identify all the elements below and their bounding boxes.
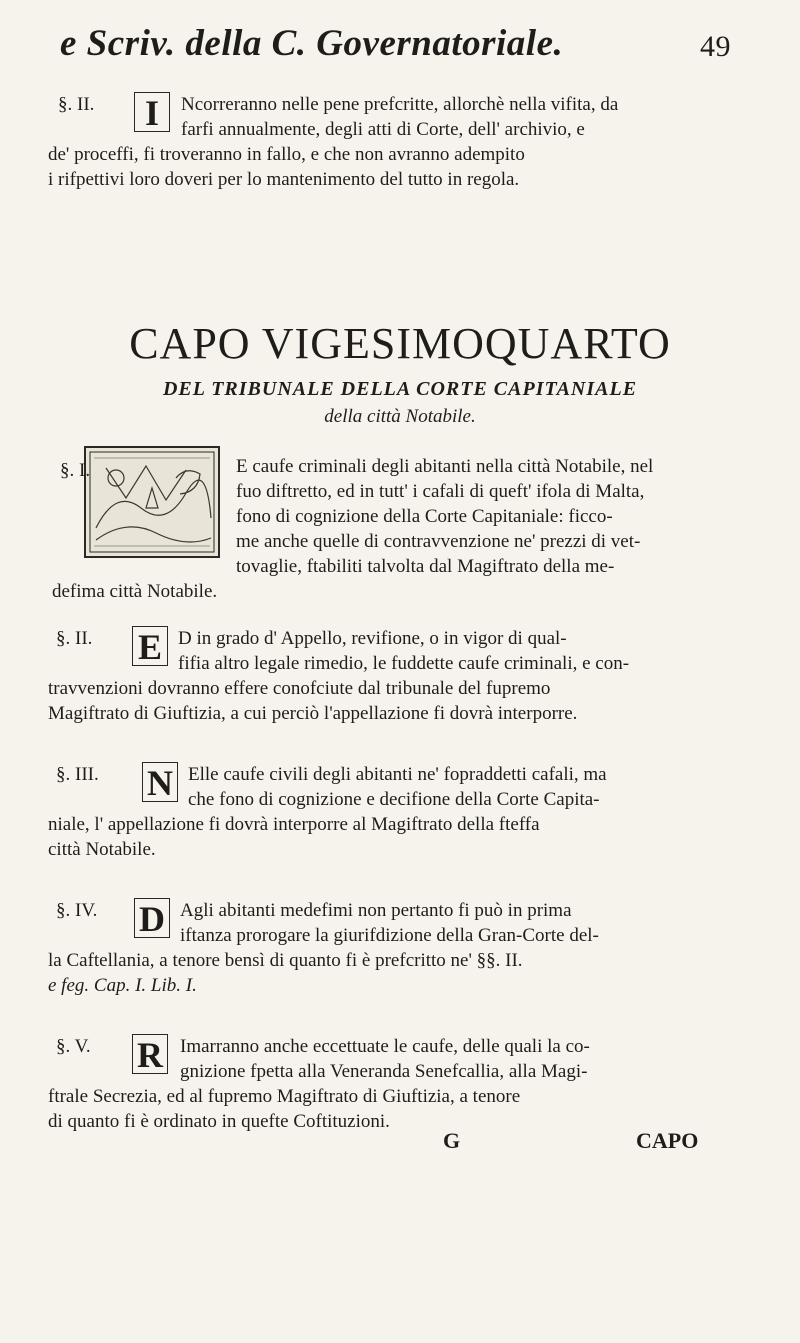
- line: travvenzioni dovranno effere conofciute dal tribunale del fupremo: [48, 678, 551, 699]
- section-number: §. IV.: [56, 900, 98, 921]
- line: fuo diftretto, ed in tutt' i cafali di queft' ifola di Malta,: [236, 481, 645, 502]
- line: fono di cognizione della Corte Capitaniale: ficco-: [236, 506, 613, 527]
- line: Agli abitanti medefimi non pertanto fi può in prima: [180, 900, 572, 921]
- running-head-title: e Scriv. della C. Governatoriale.: [60, 23, 564, 64]
- paragraph-v: [48, 1034, 753, 1134]
- line: gnizione fpetta alla Veneranda Senefcallia, alla Magi-: [180, 1061, 588, 1082]
- line: de' proceffi, fi troveranno in fallo, e che non avranno adempito: [48, 144, 525, 165]
- drop-cap: D: [134, 898, 170, 938]
- line: Magiftrato di Giuftizia, a cui perciò l'appellazione fi dovrà interporre.: [48, 703, 578, 724]
- line: defima città Notabile.: [52, 581, 218, 602]
- line: la Caftellania, a tenore bensì di quanto fi è prefcritto ne' §§. II.: [48, 950, 523, 971]
- line: iftanza prorogare la giurifdizione della Gran-Corte del-: [180, 925, 599, 946]
- section-number: §. II.: [56, 628, 93, 649]
- paragraph-ii: [48, 626, 753, 726]
- chapter-subtitle-place: della città Notabile.: [324, 406, 476, 427]
- paragraph-i: [48, 454, 753, 604]
- line: i rifpettivi loro doveri per lo mantenimento del tutto in regola.: [48, 169, 520, 190]
- line: fifia altro legale rimedio, le fuddette caufe criminali, e con-: [178, 653, 630, 674]
- line: Ncorreranno nelle pene prefcritte, allorchè nella vifita, da: [181, 94, 619, 115]
- line: città Notabile.: [48, 839, 156, 860]
- drop-cap: I: [134, 92, 170, 132]
- paragraph-prev-ii: [48, 92, 753, 192]
- line: Imarranno anche eccettuate le caufe, delle quali la co-: [180, 1036, 590, 1057]
- section-number: §. III.: [56, 764, 99, 785]
- line: E caufe criminali degli abitanti nella città Notabile, nel: [236, 456, 654, 477]
- section-number: §. II.: [58, 94, 95, 115]
- line: me anche quelle di contravvenzione ne' prezzi di vet-: [236, 531, 641, 552]
- chapter-subtitle: DEL TRIBUNALE DELLA CORTE CAPITANIALE: [162, 378, 638, 400]
- chapter-title: CAPO VIGESIMOQUARTO: [129, 319, 671, 368]
- line: e feg. Cap. I. Lib. I.: [48, 975, 197, 996]
- section-number: §. V.: [56, 1036, 91, 1057]
- drop-cap: E: [132, 626, 168, 666]
- page-number: 49: [700, 30, 731, 63]
- line: Elle caufe civili degli abitanti ne' fopraddetti cafali, ma: [188, 764, 607, 785]
- catchword: CAPO: [636, 1128, 699, 1153]
- line: farfi annualmente, degli atti di Corte, dell' archivio, e: [181, 119, 585, 140]
- line: ftrale Secrezia, ed al fupremo Magiftrato di Giuftizia, a tenore: [48, 1086, 521, 1107]
- signature-mark: G: [443, 1128, 461, 1153]
- section-number: §. I.: [60, 460, 91, 481]
- drop-cap: R: [132, 1034, 168, 1074]
- line: di quanto fi è ordinato in quefte Coftituzioni.: [48, 1111, 390, 1132]
- line: che fono di cognizione e decifione della Corte Capita-: [188, 789, 600, 810]
- paragraph-iv: [48, 898, 753, 998]
- drop-cap: N: [142, 762, 178, 802]
- line: niale, l' appellazione fi dovrà interporre al Magiftrato della fteffa: [48, 814, 540, 835]
- paragraph-iii: [48, 762, 753, 862]
- line: tovaglie, ftabiliti talvolta dal Magiftrato della me-: [236, 556, 615, 577]
- line: D in grado d' Appello, revifione, o in vigor di qual-: [178, 628, 567, 649]
